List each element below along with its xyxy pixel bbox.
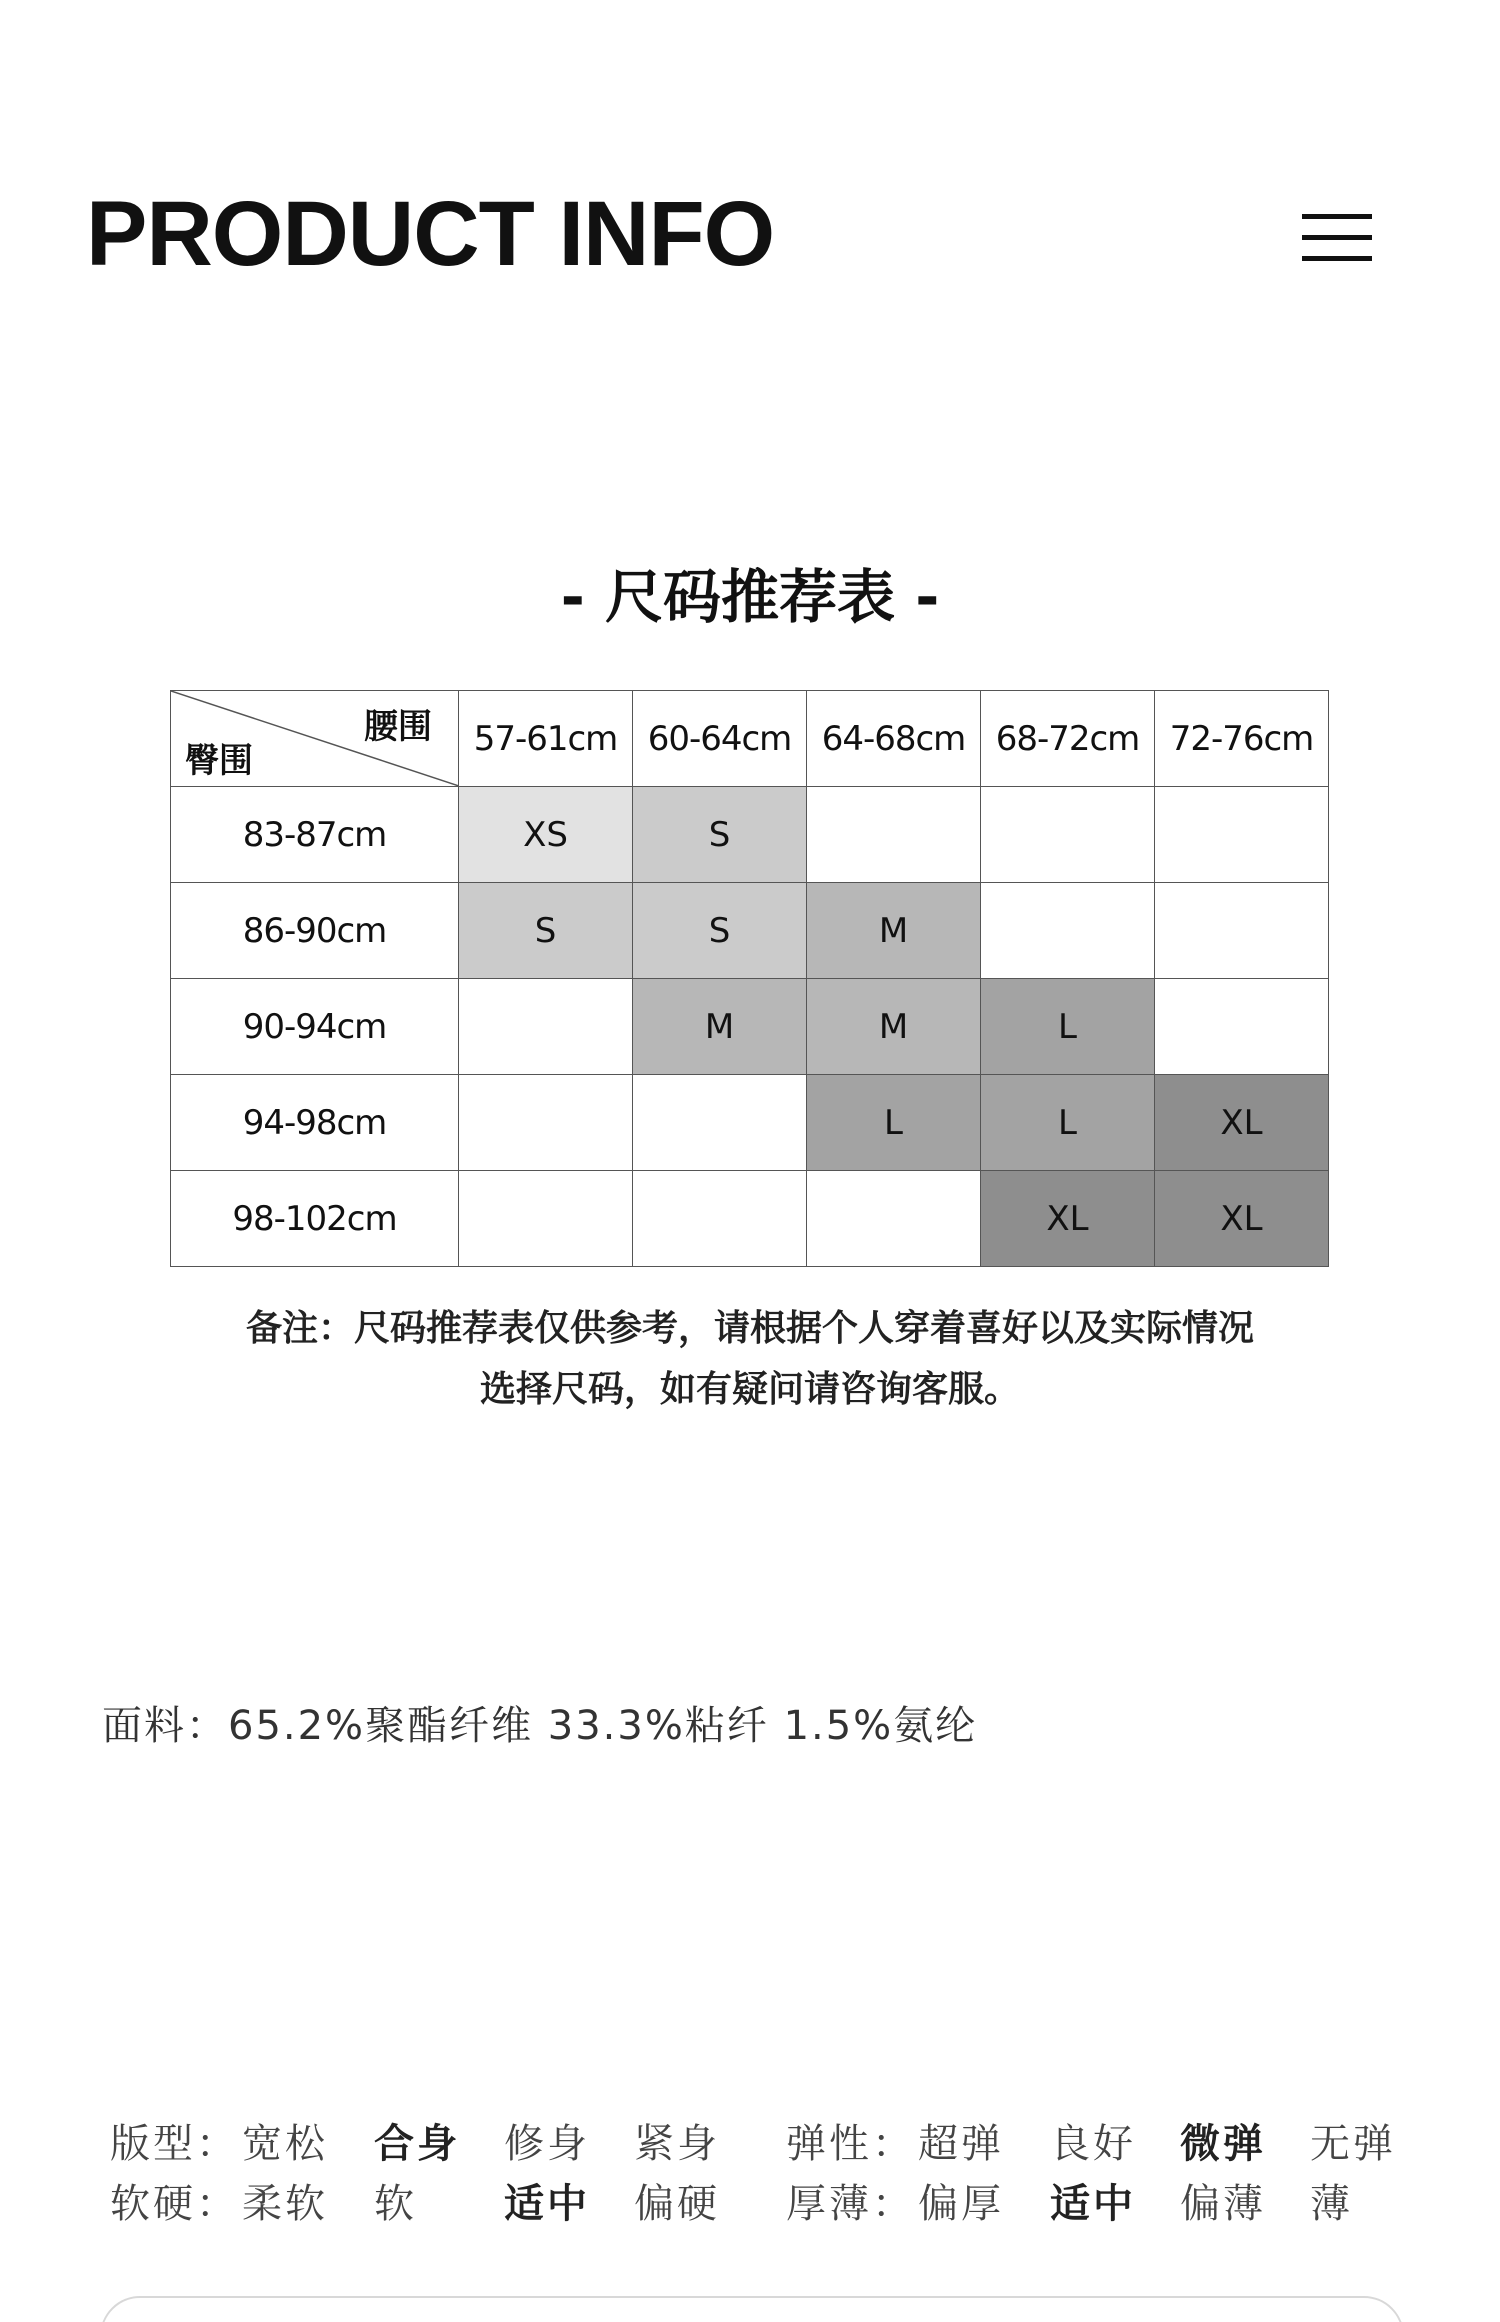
size-cell <box>1155 883 1329 979</box>
hip-row-label: 94-98cm <box>171 1075 459 1171</box>
size-chart-row <box>171 883 1329 979</box>
thickness-option: 偏薄 <box>1180 2181 1266 2227</box>
size-chart-row <box>171 979 1329 1075</box>
size-cell: XL <box>981 1171 1155 1267</box>
size-cell <box>459 979 633 1075</box>
size-cell <box>981 883 1155 979</box>
thickness-label: 厚薄： <box>786 2181 915 2227</box>
hip-row-label: 83-87cm <box>171 787 459 883</box>
size-cell: M <box>633 979 807 1075</box>
size-chart-row <box>171 1075 1329 1171</box>
size-cell: M <box>807 979 981 1075</box>
fit-option: 宽松 <box>242 2121 328 2167</box>
size-cell: L <box>981 979 1155 1075</box>
fit-label: 版型： <box>110 2121 239 2167</box>
size-chart-heading: - 尺码推荐表 - <box>560 563 940 631</box>
table-corner-cell <box>171 691 459 787</box>
hip-row-label: 86-90cm <box>171 883 459 979</box>
note-line: 选择尺码，如有疑问请咨询客服。 <box>479 1369 1020 1410</box>
waist-column-header: 60-64cm <box>633 691 807 787</box>
elasticity-option-selected: 微弹 <box>1180 2121 1266 2167</box>
elasticity-option: 良好 <box>1050 2121 1136 2167</box>
thickness-option: 薄 <box>1310 2181 1353 2227</box>
size-cell <box>633 1075 807 1171</box>
hip-axis-label: 臀围 <box>185 741 253 781</box>
fit-option-selected: 合身 <box>374 2121 460 2167</box>
softness-label: 软硬： <box>110 2181 239 2227</box>
waist-axis-label: 腰围 <box>364 707 432 747</box>
hip-row-label: 90-94cm <box>171 979 459 1075</box>
size-chart-row <box>171 787 1329 883</box>
elasticity-label: 弹性： <box>786 2121 915 2167</box>
fit-option: 紧身 <box>634 2121 720 2167</box>
size-cell: L <box>981 1075 1155 1171</box>
waist-column-header: 72-76cm <box>1155 691 1329 787</box>
size-cell <box>981 787 1155 883</box>
size-cell <box>807 787 981 883</box>
size-cell: S <box>633 883 807 979</box>
hip-row-label: 98-102cm <box>171 1171 459 1267</box>
table-header-row <box>171 691 1329 787</box>
hamburger-menu-icon[interactable] <box>1302 210 1378 268</box>
softness-option-selected: 适中 <box>504 2181 590 2227</box>
thickness-option-selected: 适中 <box>1050 2181 1136 2227</box>
size-chart-row <box>171 1171 1329 1267</box>
size-cell <box>459 1171 633 1267</box>
size-cell <box>633 1171 807 1267</box>
size-cell: L <box>807 1075 981 1171</box>
size-chart-table <box>170 690 1329 1267</box>
size-cell: XS <box>459 787 633 883</box>
fit-option: 修身 <box>504 2121 590 2167</box>
size-cell: XL <box>1155 1171 1329 1267</box>
size-cell <box>1155 787 1329 883</box>
menu-bar <box>1302 214 1372 219</box>
softness-option: 偏硬 <box>634 2181 720 2227</box>
waist-column-header: 68-72cm <box>981 691 1155 787</box>
page-title: PRODUCT INFO <box>86 183 775 285</box>
size-cell: M <box>807 883 981 979</box>
elasticity-option: 超弹 <box>918 2121 1004 2167</box>
size-chart-note <box>150 1298 1350 1420</box>
waist-column-header: 64-68cm <box>807 691 981 787</box>
thickness-option: 偏厚 <box>918 2181 1004 2227</box>
menu-bar <box>1302 235 1372 240</box>
size-cell <box>459 1075 633 1171</box>
elasticity-option: 无弹 <box>1310 2121 1396 2167</box>
softness-option: 柔软 <box>242 2181 328 2227</box>
size-cell: S <box>459 883 633 979</box>
size-cell <box>1155 979 1329 1075</box>
size-cell <box>807 1171 981 1267</box>
fabric-composition: 面料：65.2%聚酯纤维 33.3%粘纤 1.5%氨纶 <box>102 1703 978 1749</box>
size-cell: XL <box>1155 1075 1329 1171</box>
next-section-card <box>100 2296 1404 2322</box>
note-line: 备注：尺码推荐表仅供参考，请根据个人穿着喜好以及实际情况 <box>245 1308 1254 1349</box>
size-cell: S <box>633 787 807 883</box>
menu-bar <box>1302 256 1372 261</box>
softness-option: 软 <box>374 2181 417 2227</box>
waist-column-header: 57-61cm <box>459 691 633 787</box>
